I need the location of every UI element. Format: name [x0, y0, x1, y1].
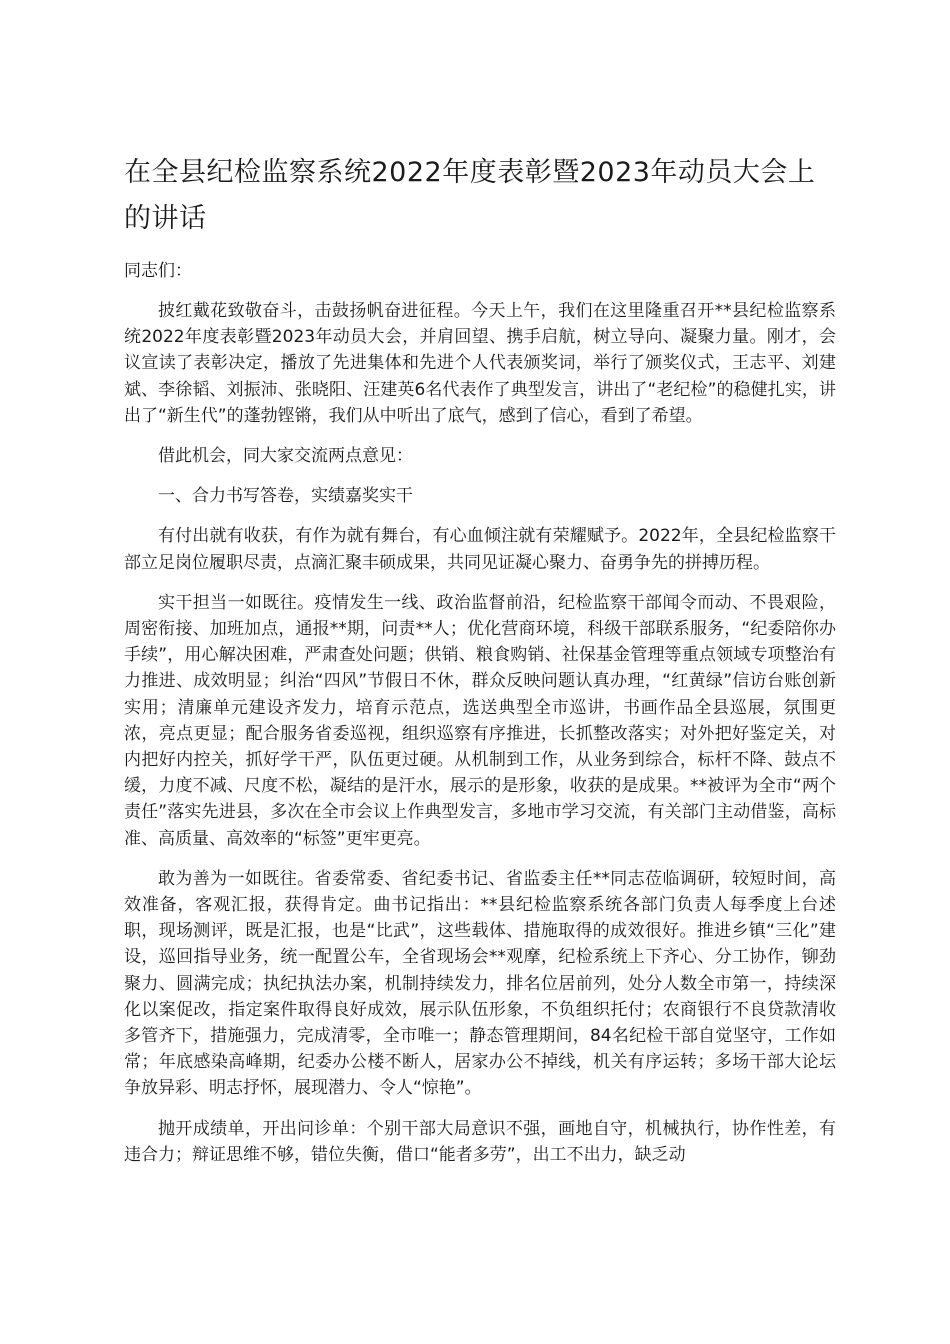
paragraph-opening: 披红戴花致敬奋斗，击鼓扬帆奋进征程。今天上午，我们在这里隆重召开**县纪检监察系统2022年度表彰暨2023年动员大会，并肩回望、携手启航，树立导向、凝聚力量。刚才，会议宣读了表彰决定，播放了先进集体和先进个人代表颁奖词，举行了颁奖仪式，王志平、刘建斌、李徐韬、刘振沛、张晓阳、汪建英6名代表作了典型发言，讲出了“老纪检”的稳健扎实，讲出了“新生代”的蓬勃铿锵，我们从中听出了底气，感到了信心，看到了希望。 [124, 301, 836, 426]
section-heading-1: 一、合力书写答卷，实绩嘉奖实干 [158, 486, 413, 507]
paragraph-section-intro: 有付出就有收获，有作为就有舞台，有心血倾注就有荣耀赋予。2022年，全县纪检监察干部立足岗位履职尽责，点滴汇聚丰硕成果，共同见证凝心聚力、奋勇争先的拼搏历程。 [124, 526, 836, 573]
paragraph-practical-work: 实干担当一如既往。疫情发生一线、政治监督前沿，纪检监察干部闻令而动、不畏艰险，周密衔接、加班加点，通报**期，问责**人；优化营商环境，科级干部联系服务，“纪委陪你办手续”，用心解决困难，严肃查处问题；供销、粮食购销、社保基金管理等重点领域专项整治有力推进、成效明显；纠治“四风”节假日不休，群众反映问题认真办理，“红黄绿”信访台账创新实用；清廉单元建设齐发力，培育示范点，选送典型全市巡讲，书画作品全县巡展，氛围更浓，亮点更显；配合服务省委巡视，组织巡察有序推进，长抓整改落实；对外把好鉴定关，对内把好内控关，抓好学干严，队伍更过硬。从机制到工作，从业务到综合，标杆不降、鼓点不缓，力度不减、尺度不松，凝结的是汗水，展示的是形象，收获的是成果。**被评为全市“两个责任”落实先进县，多次在全市会议上作典型发言，多地市学习交流，有关部门主动借鉴，高标准、高质量、高效率的“标签”更牢更亮。 [124, 592, 836, 849]
document-page [124, 150, 836, 1182]
salutation: 同志们： [124, 261, 192, 281]
document-title: 在全县纪检监察系统2022年度表彰暨2023年动员大会上的讲话 [124, 157, 816, 234]
paragraph-courage: 敢为善为一如既往。省委常委、省纪委书记、省监委主任**同志莅临调研，较短时间，高效准备，客观汇报，获得肯定。曲书记指出：**县纪检监察系统各部门负责人每季度上台述职，现场测评，既是汇报，也是“比武”，这些载体、措施取得的成效很好。推进乡镇“三化”建设，巡回指导业务，统一配置公车，全省现场会**观摩，纪检系统上下齐心、分工协作，铆劲聚力、圆满完成；执纪执法办案，机制持续发力，排名位居前列，处分人数全市第一，持续深化以案促改，指定案件取得良好成效，展示队伍形象，不负组织托付；农商银行不良贷款清收多管齐下，措施强力，完成清零，全市唯一；静态管理期间，84名纪检干部自觉坚守，工作如常；年底感染高峰期，纪委办公楼不断人，居家办公不掉线，机关有序运转；多场干部大论坛争放异彩、明志抒怀，展现潜力、令人“惊艳”。 [124, 868, 836, 1099]
paragraph-transition: 借此机会，同大家交流两点意见： [158, 446, 413, 467]
paragraph-problems: 抛开成绩单，开出问诊单：个别干部大局意识不强，画地自守，机械执行，协作性差，有违合力；辩证思维不够，错位失衡，借口“能者多劳”，出工不出力，缺乏动 [124, 1118, 836, 1165]
